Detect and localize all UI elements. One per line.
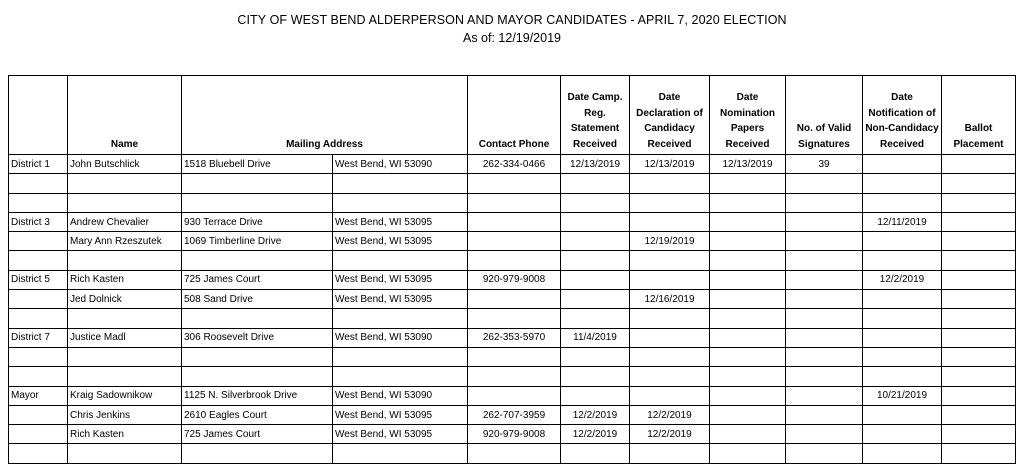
street-address-cell: 1069 Timberline Drive bbox=[182, 232, 333, 251]
header-district bbox=[9, 76, 68, 155]
nomination-date-cell bbox=[710, 290, 786, 309]
declaration-date-cell bbox=[630, 444, 710, 463]
district-cell bbox=[9, 444, 68, 463]
camp-reg-date-cell bbox=[561, 309, 630, 328]
city-state-zip-cell: West Bend, WI 53090 bbox=[333, 386, 468, 405]
nomination-date-cell bbox=[710, 193, 786, 212]
name-cell: Chris Jenkins bbox=[68, 405, 182, 424]
document-title: CITY OF WEST BEND ALDERPERSON AND MAYOR CANDIDATES - APRIL 7, 2020 ELECTION bbox=[237, 13, 787, 27]
district-cell bbox=[9, 405, 68, 424]
declaration-date-cell bbox=[630, 347, 710, 366]
city-state-zip-cell: West Bend, WI 53095 bbox=[333, 232, 468, 251]
ballot-placement-cell bbox=[942, 251, 1016, 270]
city-state-zip-cell bbox=[333, 193, 468, 212]
valid-signatures-cell bbox=[786, 193, 863, 212]
camp-reg-date-cell: 12/13/2019 bbox=[561, 155, 630, 174]
nomination-date-cell bbox=[710, 367, 786, 386]
table-row bbox=[9, 155, 1016, 174]
declaration-date-cell: 12/2/2019 bbox=[630, 405, 710, 424]
ballot-placement-cell bbox=[942, 328, 1016, 347]
district-cell bbox=[9, 290, 68, 309]
street-address-cell: 1518 Bluebell Drive bbox=[182, 155, 333, 174]
valid-signatures-cell bbox=[786, 405, 863, 424]
district-cell bbox=[9, 309, 68, 328]
header-mailing-address: Mailing Address bbox=[182, 76, 468, 155]
valid-signatures-cell bbox=[786, 290, 863, 309]
street-address-cell: 2610 Eagles Court bbox=[182, 405, 333, 424]
city-state-zip-cell: West Bend, WI 53095 bbox=[333, 270, 468, 289]
street-address-cell bbox=[182, 251, 333, 270]
district-cell bbox=[9, 251, 68, 270]
ballot-placement-cell bbox=[942, 425, 1016, 444]
name-cell bbox=[68, 251, 182, 270]
valid-signatures-cell bbox=[786, 270, 863, 289]
declaration-date-cell bbox=[630, 212, 710, 231]
declaration-date-cell bbox=[630, 309, 710, 328]
name-cell: Justice Madl bbox=[68, 328, 182, 347]
header-nomination: Date Nomination Papers Received bbox=[710, 76, 786, 155]
camp-reg-date-cell bbox=[561, 212, 630, 231]
district-cell bbox=[9, 425, 68, 444]
ballot-placement-cell bbox=[942, 174, 1016, 193]
non-candidacy-date-cell bbox=[863, 232, 942, 251]
contact-phone-cell bbox=[468, 367, 561, 386]
declaration-date-cell: 12/16/2019 bbox=[630, 290, 710, 309]
nomination-date-cell bbox=[710, 347, 786, 366]
city-state-zip-cell bbox=[333, 347, 468, 366]
city-state-zip-cell: West Bend, WI 53090 bbox=[333, 155, 468, 174]
district-cell bbox=[9, 367, 68, 386]
district-cell: District 5 bbox=[9, 270, 68, 289]
name-cell bbox=[68, 174, 182, 193]
contact-phone-cell bbox=[468, 347, 561, 366]
valid-signatures-cell bbox=[786, 444, 863, 463]
non-candidacy-date-cell bbox=[863, 251, 942, 270]
as-of-date: As of: 12/19/2019 bbox=[463, 31, 561, 45]
name-cell bbox=[68, 309, 182, 328]
valid-signatures-cell bbox=[786, 328, 863, 347]
street-address-cell bbox=[182, 367, 333, 386]
ballot-placement-cell bbox=[942, 232, 1016, 251]
street-address-cell bbox=[182, 444, 333, 463]
camp-reg-date-cell: 12/2/2019 bbox=[561, 405, 630, 424]
city-state-zip-cell: West Bend, WI 53095 bbox=[333, 290, 468, 309]
table-row bbox=[9, 386, 1016, 405]
name-cell: Andrew Chevalier bbox=[68, 212, 182, 231]
city-state-zip-cell bbox=[333, 367, 468, 386]
nomination-date-cell bbox=[710, 309, 786, 328]
table-row bbox=[9, 290, 1016, 309]
contact-phone-cell: 920-979-9008 bbox=[468, 425, 561, 444]
ballot-placement-cell bbox=[942, 270, 1016, 289]
contact-phone-cell bbox=[468, 309, 561, 328]
non-candidacy-date-cell bbox=[863, 155, 942, 174]
non-candidacy-date-cell bbox=[863, 193, 942, 212]
declaration-date-cell bbox=[630, 270, 710, 289]
city-state-zip-cell: West Bend, WI 53095 bbox=[333, 405, 468, 424]
district-cell: District 1 bbox=[9, 155, 68, 174]
non-candidacy-date-cell: 12/2/2019 bbox=[863, 270, 942, 289]
name-cell: Jed Dolnick bbox=[68, 290, 182, 309]
street-address-cell bbox=[182, 309, 333, 328]
valid-signatures-cell bbox=[786, 386, 863, 405]
non-candidacy-date-cell bbox=[863, 425, 942, 444]
declaration-date-cell bbox=[630, 193, 710, 212]
ballot-placement-cell bbox=[942, 405, 1016, 424]
nomination-date-cell bbox=[710, 405, 786, 424]
contact-phone-cell: 262-707-3959 bbox=[468, 405, 561, 424]
street-address-cell: 508 Sand Drive bbox=[182, 290, 333, 309]
table-row bbox=[9, 174, 1016, 193]
declaration-date-cell: 12/2/2019 bbox=[630, 425, 710, 444]
name-cell: Kraig Sadownikow bbox=[68, 386, 182, 405]
valid-signatures-cell: 39 bbox=[786, 155, 863, 174]
table-row bbox=[9, 444, 1016, 463]
header-ballot: Ballot Placement bbox=[942, 76, 1016, 155]
non-candidacy-date-cell bbox=[863, 367, 942, 386]
valid-signatures-cell bbox=[786, 232, 863, 251]
street-address-cell bbox=[182, 193, 333, 212]
non-candidacy-date-cell bbox=[863, 309, 942, 328]
camp-reg-date-cell bbox=[561, 251, 630, 270]
valid-signatures-cell bbox=[786, 367, 863, 386]
camp-reg-date-cell bbox=[561, 290, 630, 309]
declaration-date-cell bbox=[630, 367, 710, 386]
name-cell: Mary Ann Rzeszutek bbox=[68, 232, 182, 251]
district-cell: Mayor bbox=[9, 386, 68, 405]
name-cell: John Butschlick bbox=[68, 155, 182, 174]
district-cell bbox=[9, 347, 68, 366]
name-cell bbox=[68, 347, 182, 366]
valid-signatures-cell bbox=[786, 425, 863, 444]
contact-phone-cell: 262-353-5970 bbox=[468, 328, 561, 347]
nomination-date-cell bbox=[710, 386, 786, 405]
ballot-placement-cell bbox=[942, 347, 1016, 366]
table-body bbox=[9, 155, 1016, 464]
valid-signatures-cell bbox=[786, 309, 863, 328]
non-candidacy-date-cell bbox=[863, 444, 942, 463]
declaration-date-cell bbox=[630, 386, 710, 405]
ballot-placement-cell bbox=[942, 444, 1016, 463]
district-cell bbox=[9, 174, 68, 193]
nomination-date-cell bbox=[710, 270, 786, 289]
district-cell bbox=[9, 193, 68, 212]
candidates-table bbox=[8, 75, 1016, 464]
declaration-date-cell: 12/13/2019 bbox=[630, 155, 710, 174]
city-state-zip-cell: West Bend, WI 53095 bbox=[333, 212, 468, 231]
ballot-placement-cell bbox=[942, 290, 1016, 309]
name-cell bbox=[68, 367, 182, 386]
camp-reg-date-cell bbox=[561, 367, 630, 386]
camp-reg-date-cell bbox=[561, 347, 630, 366]
non-candidacy-date-cell bbox=[863, 174, 942, 193]
district-cell: District 3 bbox=[9, 212, 68, 231]
contact-phone-cell bbox=[468, 193, 561, 212]
camp-reg-date-cell bbox=[561, 444, 630, 463]
nomination-date-cell bbox=[710, 328, 786, 347]
header-camp-reg: Date Camp. Reg. Statement Received bbox=[561, 76, 630, 155]
valid-signatures-cell bbox=[786, 174, 863, 193]
name-cell: Rich Kasten bbox=[68, 425, 182, 444]
name-cell bbox=[68, 193, 182, 212]
table-row bbox=[9, 270, 1016, 289]
table-row bbox=[9, 251, 1016, 270]
camp-reg-date-cell bbox=[561, 174, 630, 193]
contact-phone-cell bbox=[468, 444, 561, 463]
ballot-placement-cell bbox=[942, 212, 1016, 231]
ballot-placement-cell bbox=[942, 193, 1016, 212]
table-row bbox=[9, 425, 1016, 444]
table-row bbox=[9, 347, 1016, 366]
ballot-placement-cell bbox=[942, 155, 1016, 174]
city-state-zip-cell bbox=[333, 251, 468, 270]
district-cell bbox=[9, 232, 68, 251]
declaration-date-cell: 12/19/2019 bbox=[630, 232, 710, 251]
header-declaration: Date Declaration of Candidacy Received bbox=[630, 76, 710, 155]
header-non-candidacy: Date Notification of Non-Candidacy Received bbox=[863, 76, 942, 155]
valid-signatures-cell bbox=[786, 347, 863, 366]
non-candidacy-date-cell bbox=[863, 347, 942, 366]
camp-reg-date-cell bbox=[561, 270, 630, 289]
declaration-date-cell bbox=[630, 174, 710, 193]
contact-phone-cell bbox=[468, 212, 561, 231]
contact-phone-cell bbox=[468, 251, 561, 270]
street-address-cell bbox=[182, 347, 333, 366]
table-row bbox=[9, 212, 1016, 231]
non-candidacy-date-cell bbox=[863, 405, 942, 424]
camp-reg-date-cell: 12/2/2019 bbox=[561, 425, 630, 444]
name-cell bbox=[68, 444, 182, 463]
nomination-date-cell bbox=[710, 251, 786, 270]
table-row bbox=[9, 309, 1016, 328]
non-candidacy-date-cell bbox=[863, 290, 942, 309]
street-address-cell: 725 James Court bbox=[182, 270, 333, 289]
camp-reg-date-cell: 11/4/2019 bbox=[561, 328, 630, 347]
header-name: Name bbox=[68, 76, 182, 155]
contact-phone-cell bbox=[468, 290, 561, 309]
street-address-cell bbox=[182, 174, 333, 193]
camp-reg-date-cell bbox=[561, 193, 630, 212]
nomination-date-cell bbox=[710, 174, 786, 193]
city-state-zip-cell bbox=[333, 444, 468, 463]
contact-phone-cell bbox=[468, 386, 561, 405]
ballot-placement-cell bbox=[942, 386, 1016, 405]
table-row bbox=[9, 367, 1016, 386]
street-address-cell: 930 Terrace Drive bbox=[182, 212, 333, 231]
street-address-cell: 725 James Court bbox=[182, 425, 333, 444]
nomination-date-cell bbox=[710, 425, 786, 444]
district-cell: District 7 bbox=[9, 328, 68, 347]
camp-reg-date-cell bbox=[561, 232, 630, 251]
contact-phone-cell: 920-979-9008 bbox=[468, 270, 561, 289]
ballot-placement-cell bbox=[942, 309, 1016, 328]
contact-phone-cell bbox=[468, 174, 561, 193]
street-address-cell: 306 Roosevelt Drive bbox=[182, 328, 333, 347]
city-state-zip-cell: West Bend, WI 53095 bbox=[333, 425, 468, 444]
non-candidacy-date-cell bbox=[863, 328, 942, 347]
city-state-zip-cell bbox=[333, 174, 468, 193]
contact-phone-cell bbox=[468, 232, 561, 251]
header-signatures: No. of Valid Signatures bbox=[786, 76, 863, 155]
document-header bbox=[0, 0, 1024, 46]
valid-signatures-cell bbox=[786, 212, 863, 231]
city-state-zip-cell bbox=[333, 309, 468, 328]
declaration-date-cell bbox=[630, 251, 710, 270]
table-header-row bbox=[9, 76, 1016, 155]
table-row bbox=[9, 232, 1016, 251]
city-state-zip-cell: West Bend, WI 53090 bbox=[333, 328, 468, 347]
nomination-date-cell: 12/13/2019 bbox=[710, 155, 786, 174]
non-candidacy-date-cell: 10/21/2019 bbox=[863, 386, 942, 405]
street-address-cell: 1125 N. Silverbrook Drive bbox=[182, 386, 333, 405]
contact-phone-cell: 262-334-0466 bbox=[468, 155, 561, 174]
table-row bbox=[9, 405, 1016, 424]
declaration-date-cell bbox=[630, 328, 710, 347]
nomination-date-cell bbox=[710, 444, 786, 463]
non-candidacy-date-cell: 12/11/2019 bbox=[863, 212, 942, 231]
ballot-placement-cell bbox=[942, 367, 1016, 386]
nomination-date-cell bbox=[710, 212, 786, 231]
name-cell: Rich Kasten bbox=[68, 270, 182, 289]
table-row bbox=[9, 193, 1016, 212]
camp-reg-date-cell bbox=[561, 386, 630, 405]
table-row bbox=[9, 328, 1016, 347]
nomination-date-cell bbox=[710, 232, 786, 251]
valid-signatures-cell bbox=[786, 251, 863, 270]
header-contact-phone: Contact Phone bbox=[468, 76, 561, 155]
